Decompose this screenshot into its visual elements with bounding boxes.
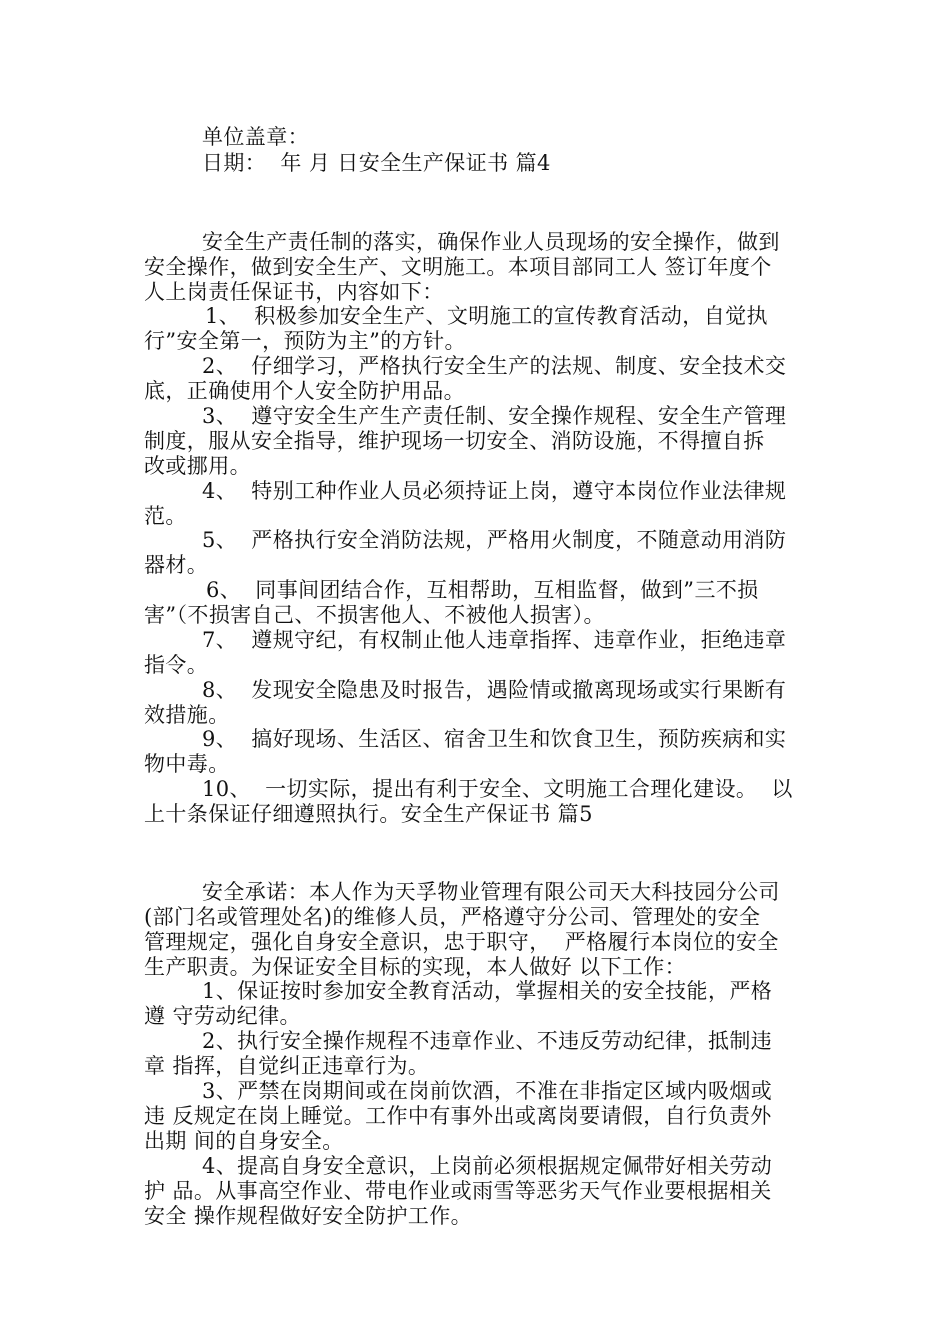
section4-intro-line: 安全生产责任制的落实，确保作业人员现场的安全操作，做到: [202, 230, 780, 254]
section4-item-4-line2: 范。: [144, 504, 187, 528]
section4-item-9-line2: 物中毒。: [144, 752, 230, 776]
section4-intro-line: 安全操作，做到安全生产、文明施工。本项目部同工人 签订年度个: [144, 255, 772, 279]
section5-item-2-line2: 章 指挥，自觉纠正违章行为。: [144, 1054, 430, 1078]
section4-item-2-line1: 2、 仔细学习，严格执行安全生产的法规、制度、安全技术交: [202, 354, 787, 378]
section4-item-2-line2: 底，正确使用个人安全防护用品。: [144, 379, 465, 403]
section4-item-7-line2: 指令。: [144, 653, 209, 677]
section4-item-3-line1: 3、 遵守安全生产生产责任制、安全操作规程、安全生产管理: [202, 404, 787, 428]
section4-item-8-line1: 8、 发现安全隐患及时报告，遇险情或撤离现场或实行果断有: [202, 678, 787, 702]
section4-item-1-line2: 行”安全第一，预防为主”的方针。: [144, 329, 466, 353]
section4-item-1-line1: 1、 积极参加安全生产、文明施工的宣传教育活动，自觉执: [205, 304, 768, 328]
section4-item-3-line3: 改或挪用。: [144, 454, 251, 478]
section5-item-3-line2: 违 反规定在岗上睡觉。工作中有事外出或离岗要请假，自行负责外: [144, 1104, 772, 1128]
section5-item-4-line1: 4、提高自身安全意识，上岗前必须根据规定佩带好相关劳动: [202, 1154, 773, 1178]
section4-item-6-line2: 害”（不损害自己、不损害他人、不被他人损害）。: [144, 603, 605, 627]
section5-item-3-line1: 3、严禁在岗期间或在岗前饮酒，不准在非指定区域内吸烟或: [202, 1079, 773, 1103]
stamp-label: 单位盖章：: [202, 125, 309, 149]
section4-item-10-line2: 上十条保证仔细遵照执行。安全生产保证书 篇5: [144, 802, 593, 826]
section5-item-1-line2: 遵 守劳动纪律。: [144, 1004, 301, 1028]
section5-intro-line: 安全承诺：本人作为天孚物业管理有限公司天大科技园分公司: [202, 880, 780, 904]
section5-item-4-line2: 护 品。从事高空作业、带电作业或雨雪等恶劣天气作业要根据相关: [144, 1179, 772, 1203]
section4-item-9-line1: 9、 搞好现场、生活区、宿舍卫生和饮食卫生，预防疾病和实: [202, 727, 787, 751]
section4-item-4-line1: 4、 特别工种作业人员必须持证上岗，遵守本岗位作业法律规: [202, 479, 787, 503]
section4-item-5-line1: 5、 严格执行安全消防法规，严格用火制度，不随意动用消防: [202, 528, 787, 552]
section4-item-10-line1: 10、 一切实际，提出有利于安全、文明施工合理化建设。 以: [202, 777, 793, 801]
date-line: 日期： 年 月 日安全生产保证书 篇4: [202, 151, 551, 175]
section5-item-3-line3: 出期 间的自身安全。: [144, 1129, 344, 1153]
section4-item-8-line2: 效措施。: [144, 703, 230, 727]
section5-intro-line: (部门名或管理处名)的维修人员，严格遵守分公司、管理处的安全: [144, 905, 761, 929]
section5-intro-line: 生产职责。为保证安全目标的实现，本人做好 以下工作：: [144, 955, 687, 979]
section4-intro-line: 人上岗责任保证书，内容如下：: [144, 280, 444, 304]
section5-item-2-line1: 2、执行安全操作规程不违章作业、不违反劳动纪律，抵制违: [202, 1029, 773, 1053]
section5-intro-line: 管理规定，强化自身安全意识，忠于职守， 严格履行本岗位的安全: [144, 930, 779, 954]
section4-item-6-line1: 6、 同事间团结合作，互相帮助，互相监督，做到”三不损: [206, 578, 759, 602]
section4-item-3-line2: 制度，服从安全指导，维护现场一切安全、消防设施，不得擅自拆: [144, 429, 765, 453]
section4-item-7-line1: 7、 遵规守纪，有权制止他人违章指挥、违章作业，拒绝违章: [202, 628, 787, 652]
section4-item-5-line2: 器材。: [144, 553, 209, 577]
section5-item-1-line1: 1、保证按时参加安全教育活动，掌握相关的安全技能，严格: [202, 979, 773, 1003]
section5-item-4-line3: 安全 操作规程做好安全防护工作。: [144, 1204, 473, 1228]
